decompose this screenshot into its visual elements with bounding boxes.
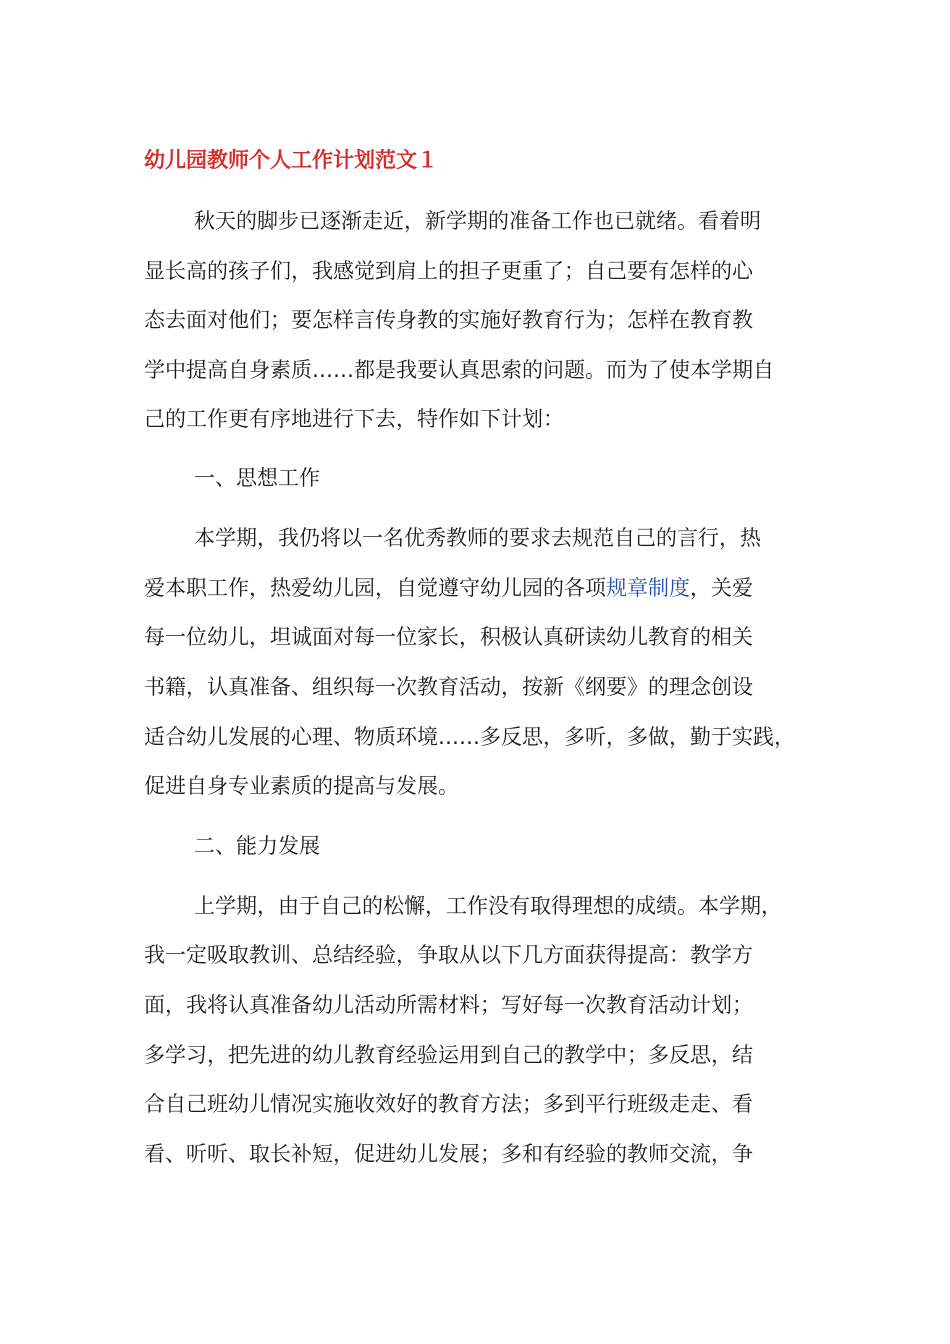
section2-line-2: 我一定吸取教训、总结经验，争取从以下几方面获得提高：教学方	[144, 943, 753, 967]
section1-line-1: 本学期，我仍将以一名优秀教师的要求去规范自己的言行，热	[194, 526, 761, 550]
section2-line-3: 面，我将认真准备幼儿活动所需材料；写好每一次教育活动计划；	[144, 993, 753, 1017]
section2-line-4: 多学习，把先进的幼儿教育经验运用到自己的教学中；多反思，结	[144, 1043, 753, 1067]
section1-line-2-after: ，关爱	[690, 576, 753, 600]
section1-line-5: 适合幼儿发展的心理、物质环境……多反思，多听，多做，勤于实践，	[144, 725, 795, 749]
intro-line-1: 秋天的脚步已逐渐走近，新学期的准备工作也已就绪。看着明	[194, 209, 761, 233]
section2-line-6: 看、听听、取长补短，促进幼儿发展；多和有经验的教师交流，争	[144, 1142, 753, 1166]
section1-line-3: 每一位幼儿，坦诚面对每一位家长，积极认真研读幼儿教育的相关	[144, 625, 753, 649]
section1-line-6: 促进自身专业素质的提高与发展。	[144, 774, 459, 798]
section2-heading: 二、能力发展	[194, 834, 320, 858]
intro-line-4: 学中提高自身素质……都是我要认真思索的问题。而为了使本学期自	[144, 358, 774, 382]
section1-line-2-before: 爱本职工作，热爱幼儿园，自觉遵守幼儿园的各项	[144, 576, 606, 600]
section2-line-5: 合自己班幼儿情况实施收效好的教育方法；多到平行班级走走、看	[144, 1092, 753, 1116]
section2-line-1: 上学期，由于自己的松懈，工作没有取得理想的成绩。本学期，	[194, 894, 782, 918]
intro-line-2: 显长高的孩子们，我感觉到肩上的担子更重了；自己要有怎样的心	[144, 259, 753, 283]
page-title: 幼儿园教师个人工作计划范文１	[144, 148, 438, 172]
section1-line-2	[144, 573, 753, 603]
section1-heading: 一、思想工作	[194, 466, 320, 490]
section1-line-4: 书籍，认真准备、组织每一次教育活动，按新《纲要》的理念创设	[144, 675, 753, 699]
intro-line-3: 态去面对他们；要怎样言传身教的实施好教育行为；怎样在教育教	[144, 308, 753, 332]
intro-line-5: 己的工作更有序地进行下去，特作如下计划：	[144, 407, 564, 431]
regulations-link[interactable]: 规章制度	[606, 576, 690, 600]
